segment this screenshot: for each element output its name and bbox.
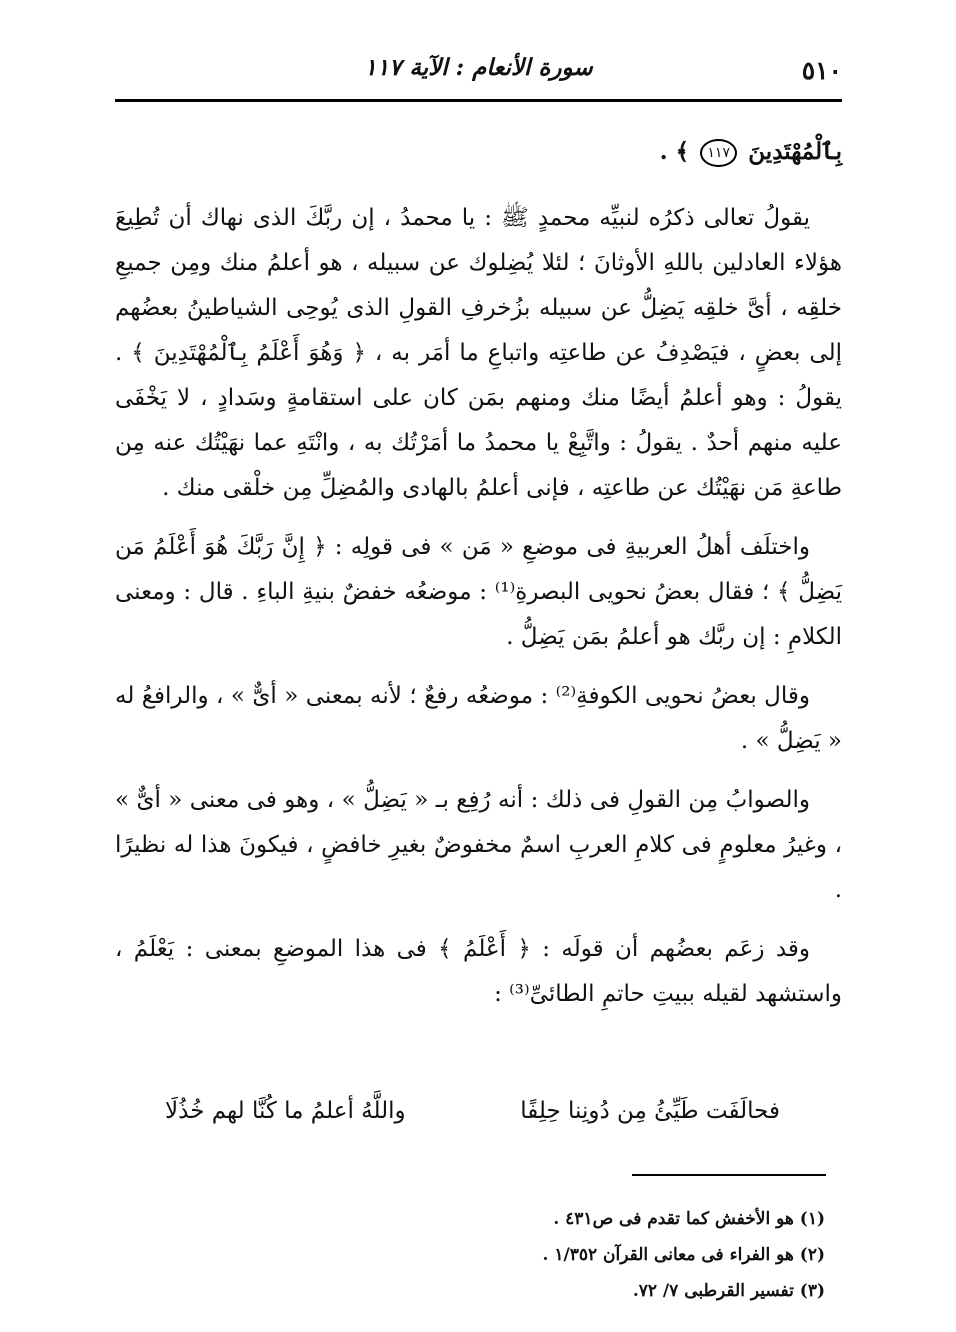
- poem-verse: [165, 1098, 780, 1148]
- footnote-3: (٣) تفسير القرطبى ٧/ ٧٢.: [632, 1281, 825, 1301]
- footnote-2: (٢) هو الفراء فى معانى القرآن ١/٣٥٢ .: [542, 1245, 825, 1265]
- paragraph-poetic-witness: وقد زعَم بعضُهم أن قولَه : ﴿ أَعْلَمُ ﴾ فى هذا الموضعِ بمعنى : يَعْلَمُ ، واستشهد لقيله ببيتِ حاتمِ الطائىِّ⁽³⁾ :: [115, 936, 842, 1007]
- page-body: [115, 122, 842, 1017]
- verse-ending: [115, 122, 842, 182]
- footnotes: [405, 1205, 825, 1313]
- paragraph-preferred-view: والصوابُ مِن القولِ فى ذلك : أنه رُفِع بـ « يَضِلُّ » ، وهو فى معنى « أىٌّ » ، وغيرُ معلومٍ فى كلامِ العربِ اسمٌ مخفوضٌ بغيرِ خافضٍ ، فيكونَ هذا له نظيرًا .: [115, 787, 842, 903]
- running-title: سورة الأنعام : الآية ١١٧: [364, 54, 593, 81]
- ayah-number-marker: ١١٧: [700, 139, 737, 167]
- header-rule: [115, 99, 842, 102]
- paragraph-grammar-dispute: واختلَف أهلُ العربيةِ فى موضعِ « مَن » فى قولِه : ﴿ إِنَّ رَبَّكَ هُوَ أَعْلَمُ مَن يَضِلُّ ﴾ ؛ فقال بعضُ نحويى البصرةِ⁽¹⁾ : موضعُه خفضٌ بنيةِ الباءِ . قال : ومعنى الكلامِ : إن ربَّك هو أعلمُ بمَن يَضِلُّ .: [115, 534, 842, 650]
- poem-second-hemistich: واللَّهُ أعلمُ ما كُنَّا لهم خُذُلَا: [165, 1098, 406, 1124]
- verse-text: بِٱلْمُهْتَدِينَ: [748, 138, 842, 165]
- paragraph-kufan-view: وقال بعضُ نحويى الكوفةِ⁽²⁾ : موضعُه رفعٌ ؛ لأنه بمعنى « أىٌّ » ، والرافعُ له « يَضِلُّ » .: [115, 683, 842, 754]
- poem-first-hemistich: فحالَفَت طَيِّئُ مِن دُونِنا حِلِفًا: [520, 1098, 780, 1124]
- verse-closing-bracket: ﴾ .: [659, 138, 690, 165]
- page-header: [115, 52, 842, 92]
- page-number: ٥١٠: [801, 56, 842, 85]
- footnote-1: (١) هو الأخفش كما تقدم فى ص٤٣١ .: [553, 1209, 825, 1229]
- footnote-separator: [632, 1174, 826, 1176]
- paragraph-commentary: يقولُ تعالى ذكرُه لنبيِّه محمدٍ ﷺ : يا محمدُ ، إن ربَّكَ الذى نهاك أن تُطِيعَ هؤلاء العادلين باللهِ الأوثانَ ؛ لئلا يُضِلوك عن سبيله ، هو أعلمُ منك ومِن جميعِ خلقِه ، أىَّ خلقِه يَضِلُّ عن سبيله بزُخرفِ القولِ الذى يُوحِى الشياطينُ بعضُهم إلى بعضٍ ، فيَصْدِفُ عن طاعتِه واتباعِ ما أمَر به ، ﴿ وَهُوَ أَعْلَمُ بِٱلْمُهْتَدِينَ ﴾ . يقولُ : وهو أعلمُ أيضًا منك ومنهم بمَن كان على استقامةٍ وسَدادٍ ، لا يَخْفَى عليه منهم أحدٌ . يقولُ : واتَّبِعْ يا محمدُ ما أمَرْتُك به ، وانْتَهِ عما نهَيْتُك عنه مِن طاعةِ مَن نهَيْتُك عن طاعتِه ، فإنى أعلمُ بالهادى والمُضِلِّ مِن خلْقى منك .: [115, 205, 842, 501]
